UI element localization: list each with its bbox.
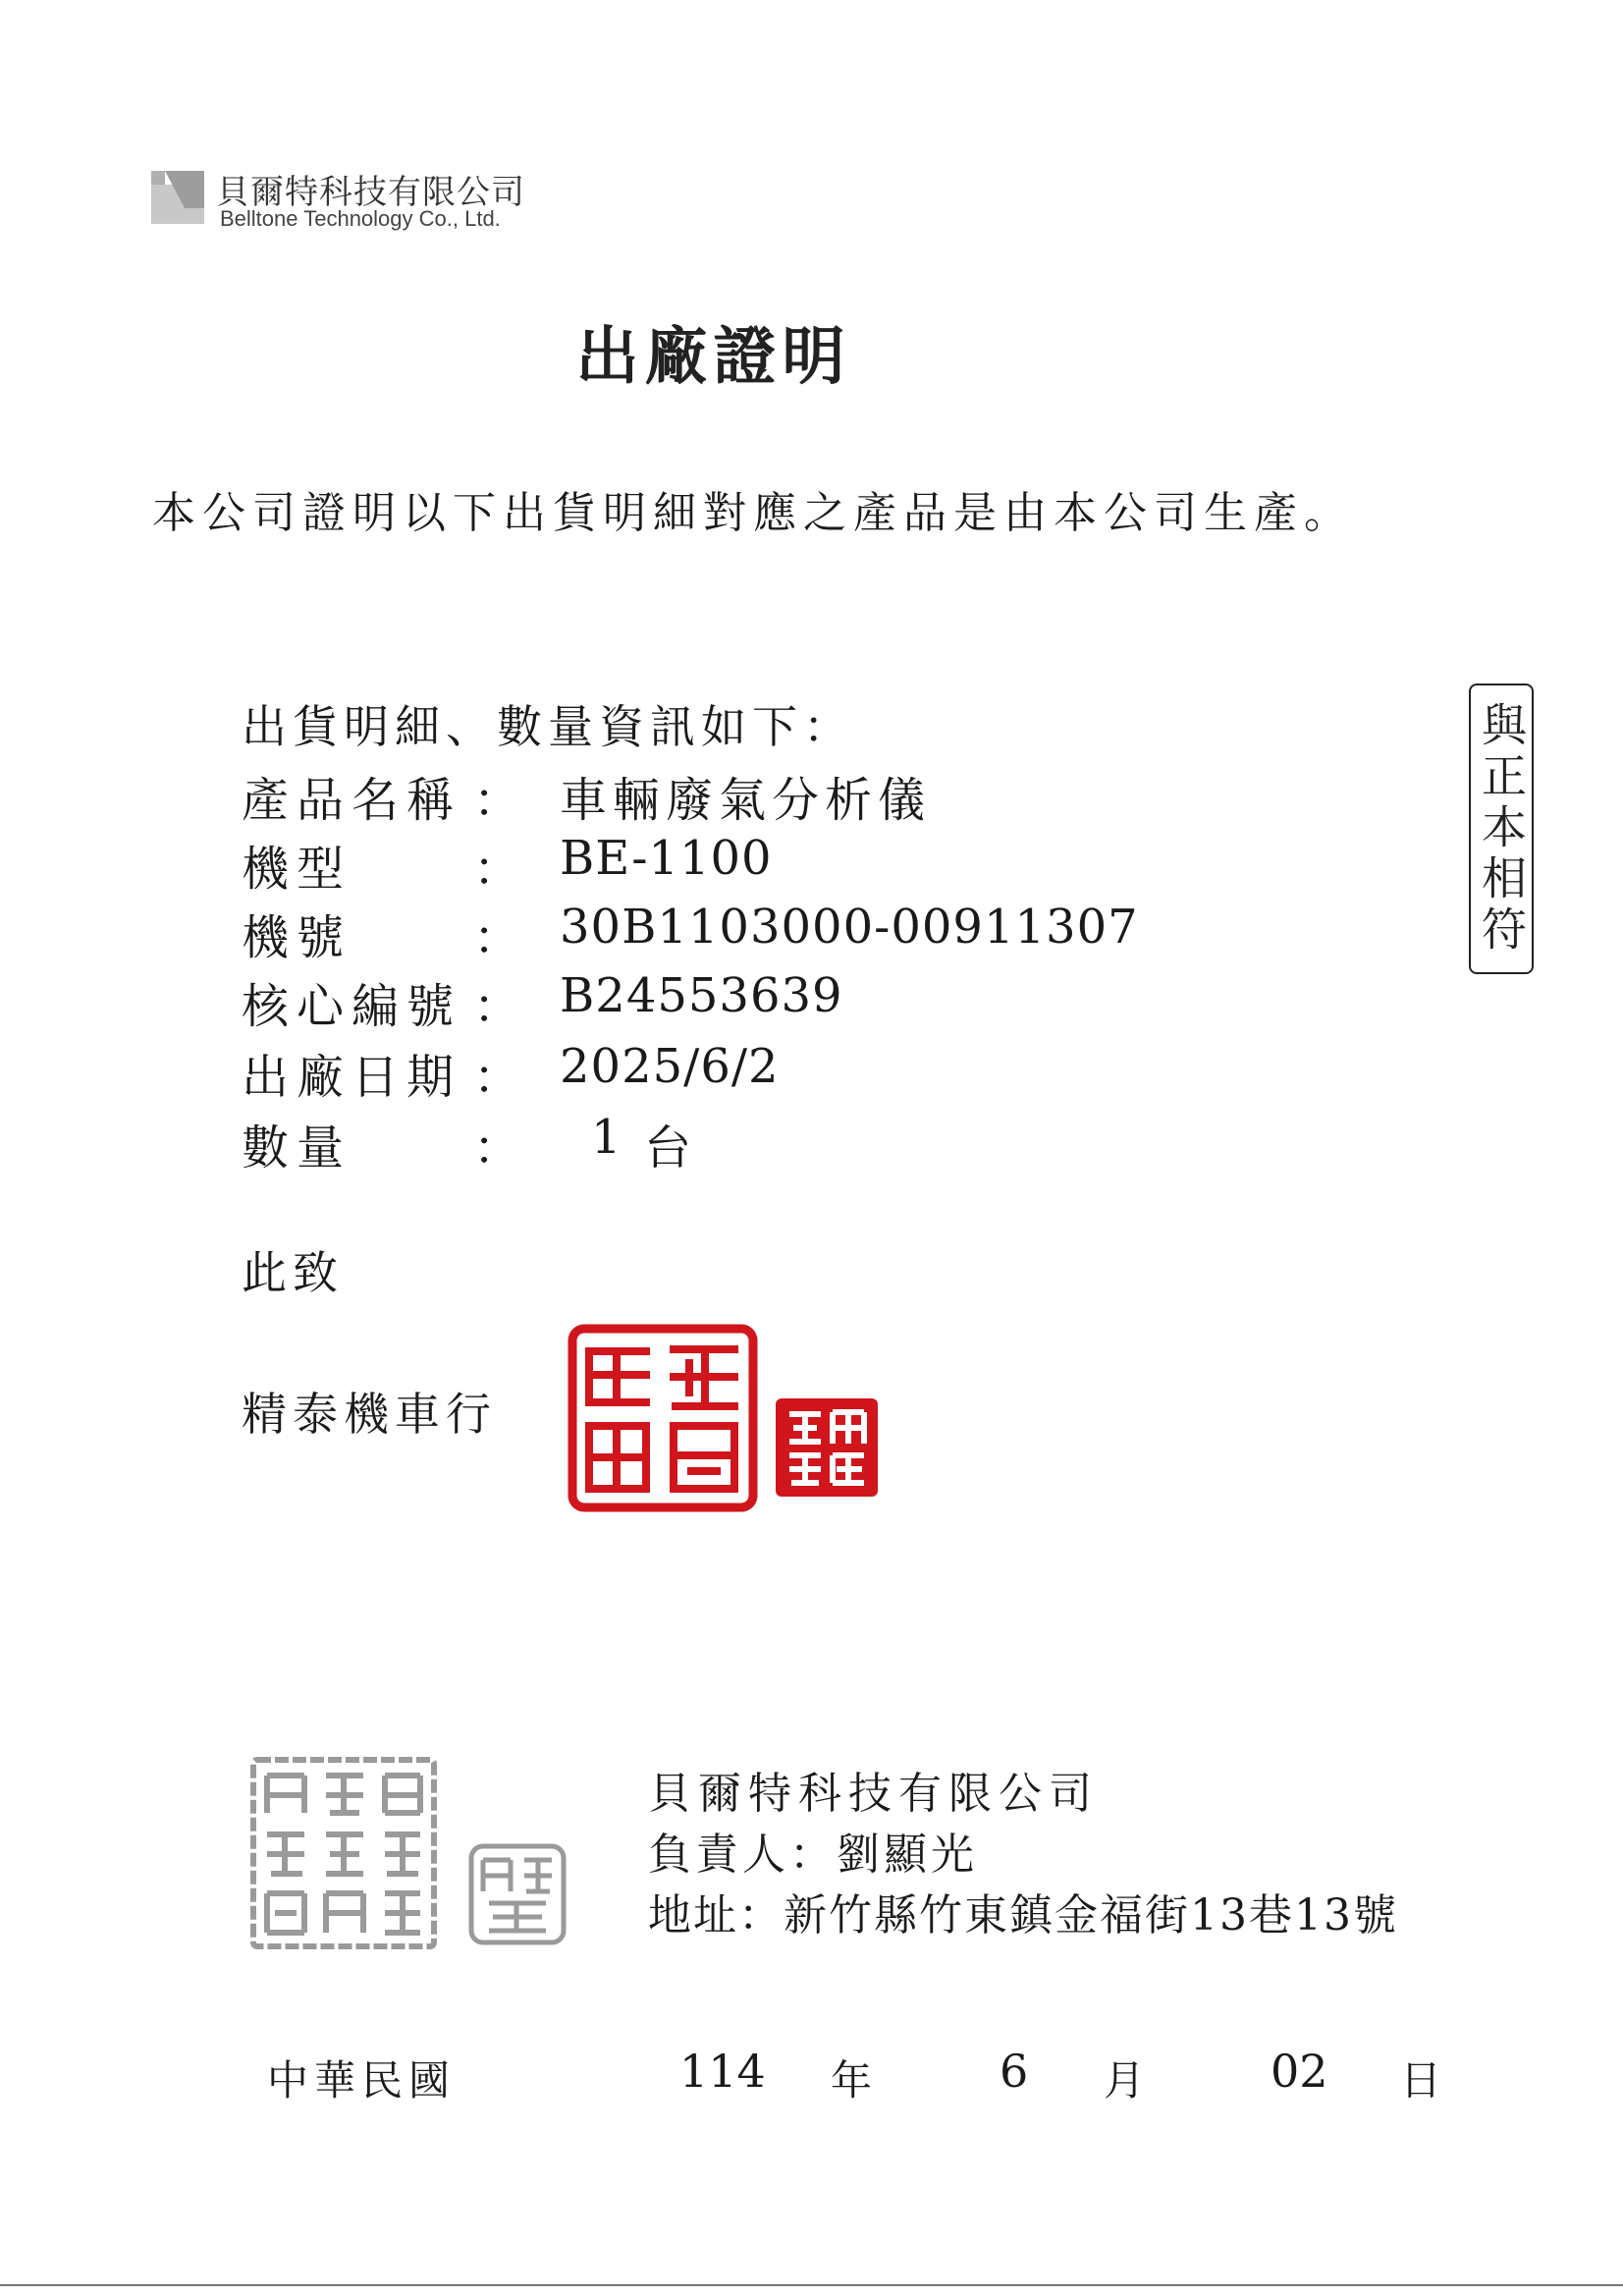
- verification-stamp: [1469, 683, 1534, 974]
- detail-value: 30B1103000-00911307: [560, 900, 1139, 955]
- date-year: 114: [679, 2045, 766, 2098]
- detail-label: 機號: [242, 910, 352, 965]
- company-person-seal-icon: [467, 1842, 568, 1946]
- date-month: 6: [1000, 2045, 1029, 2098]
- detail-colon: ：: [473, 910, 521, 965]
- details-heading: 出貨明細、數量資訊如下：: [242, 700, 854, 753]
- detail-label: 產品名稱: [242, 773, 462, 828]
- date-day: 02: [1271, 2045, 1328, 2098]
- document-title: 出廠證明: [575, 320, 851, 394]
- detail-value: B24553639: [560, 968, 843, 1023]
- detail-colon: ：: [473, 979, 521, 1034]
- issuer-company-name: 貝爾特科技有限公司: [648, 1769, 1099, 1819]
- verification-stamp-text: 與正本相符: [1475, 701, 1528, 957]
- detail-colon: ：: [473, 773, 521, 828]
- issuer-address: 地址：新竹縣竹東鎮金福街13巷13號: [648, 1890, 1398, 1941]
- detail-label: 數量: [242, 1121, 352, 1175]
- date-month-label: 月: [1104, 2056, 1146, 2105]
- company-seal-icon: [247, 1754, 440, 1952]
- bottom-divider: [0, 2284, 1623, 2286]
- recipient-person-seal-icon: [776, 1398, 878, 1497]
- detail-label: 核心編號: [242, 979, 462, 1034]
- date-year-label: 年: [831, 2056, 873, 2105]
- recipient-name: 精泰機車行: [242, 1388, 497, 1441]
- detail-value: 1: [591, 1110, 622, 1165]
- detail-label: 出廠日期: [242, 1050, 462, 1105]
- date-era: 中華民國: [267, 2056, 457, 2105]
- detail-value: BE-1100: [560, 831, 773, 886]
- detail-value: 2025/6/2: [560, 1039, 780, 1094]
- certification-statement: 本公司證明以下出貨明細對應之產品是由本公司生產。: [152, 488, 1354, 538]
- greeting: 此致: [242, 1246, 344, 1299]
- date-day-label: 日: [1400, 2056, 1442, 2105]
- detail-colon: ：: [473, 1121, 521, 1175]
- detail-colon: ：: [473, 842, 521, 897]
- logo-company-name-cn: 貝爾特科技有限公司: [216, 173, 525, 212]
- logo-company-name-en: Belltone Technology Co., Ltd.: [220, 206, 501, 231]
- detail-label: 機型: [242, 842, 352, 897]
- company-logo-icon: [145, 165, 210, 230]
- detail-unit: 台: [644, 1121, 692, 1175]
- detail-colon: ：: [473, 1050, 521, 1105]
- recipient-company-seal-icon: [568, 1324, 758, 1512]
- issuer-responsible-person: 負責人：劉顯光: [648, 1830, 978, 1880]
- detail-value: 車輛廢氣分析儀: [560, 773, 932, 828]
